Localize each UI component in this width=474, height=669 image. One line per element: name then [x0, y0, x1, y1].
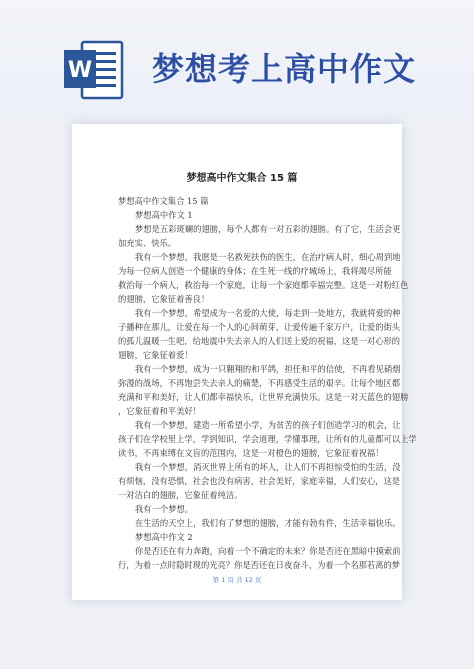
- svg-text:W: W: [67, 58, 93, 83]
- text-line: 加充实、快乐。: [118, 238, 177, 248]
- text-line: 救治每一个病人，救治每一个家庭，让每一个家庭都幸福完整。这是一对粉红色: [118, 280, 409, 290]
- document-body: [118, 172, 417, 572]
- text-line: 你是否还在有力奔跑，向着一个不确定的未来？你是否还在黑暗中摸索前: [135, 546, 401, 556]
- text-line: 的孤儿温暖一生吧，给地震中失去亲人的人们送上爱的祝福，这是一对心形的: [118, 336, 401, 346]
- text-line: 我有一个梦想。: [135, 504, 194, 514]
- word-doc-icon: [62, 38, 124, 102]
- page-title: 梦想考上高中作文: [152, 50, 417, 88]
- banner: [0, 0, 474, 118]
- document-text: [118, 194, 417, 572]
- text-line: 弥漫的战场，不再饱尝失去亲人的痛楚，不再感受生活的艰辛。让每个地区都: [118, 378, 401, 388]
- text-line: 行，为着一点时隐时现的光亮？你是否还在日夜奋斗，为着一个名那若离的梦: [118, 560, 401, 570]
- page-footer: 第 1 页 共 12 页: [212, 576, 262, 584]
- text-line: 我有一个梦想，希望成为一名爱的大使，每走到一处地方，我就将爱的种: [135, 308, 401, 318]
- text-line: 我有一个梦想，成为一只翱翔的和平鸽，担任和平的信使，不再看见硝烟: [135, 364, 401, 374]
- document-title: 梦想高中作文集合 15 篇: [186, 173, 298, 184]
- text-line: ，它象征着和平美好！: [118, 406, 201, 416]
- text-line: 子播种在那儿，让爱在每一个人的心间萌芽，让爱传遍千家万户，让爱的街头: [118, 322, 401, 332]
- text-line: 为每一位病人创造一个健康的身体；在生死一线的疗城场上，我将竭尽所能: [118, 266, 392, 276]
- text-line: 翅膀，它象征着爱！: [118, 350, 193, 360]
- text-line: 一对洁白的翅膀，它象征着纯洁。: [118, 490, 243, 500]
- document-page: [72, 124, 417, 600]
- text-line: 我有一个梦想，建造一所希望小学，为贫苦的孩子们创造学习的机会，让: [135, 420, 401, 430]
- text-line: 梦想高中作文集合 15 篇: [118, 196, 209, 206]
- text-line: 的翅膀，它象征着善良！: [118, 294, 210, 304]
- text-line: 有烦恼，没有恐惧，社会也没有病害，社会美好，家庭幸福，人们安心，这是: [118, 476, 401, 486]
- text-line: 我有一个梦想，我愿是一名救死扶伤的医生，在治疗病人时，细心周到地: [135, 252, 401, 262]
- text-line: 我有一个梦想，消灭世界上所有的坏人，让人们不再担惊受怕的生活，没: [135, 462, 401, 472]
- text-line: 读书，不再束缚在文盲的范围内，这是一对橙色的翅膀，它象征着祝福！: [118, 448, 384, 458]
- text-line: 孩子们在学校里上学，学到知识，学会道理，学懂事理，让所有的儿童都可以上学: [118, 434, 417, 444]
- text-line: 梦想是五彩斑斓的翅膀，每个人都有一对五彩的翅膀。有了它，生活会更: [135, 224, 401, 234]
- text-line: 充满和平和美好，让人们都幸福快乐，让世界充满快乐。这是一对天蓝色的翅膀: [118, 392, 409, 402]
- text-line: 在生活的天空上，我们有了梦想的翅膀，才能有勃有件，生活幸福快乐。: [135, 518, 401, 528]
- text-line: 梦想高中作文 2: [135, 532, 193, 542]
- text-line: 梦想高中作文 1: [135, 210, 193, 220]
